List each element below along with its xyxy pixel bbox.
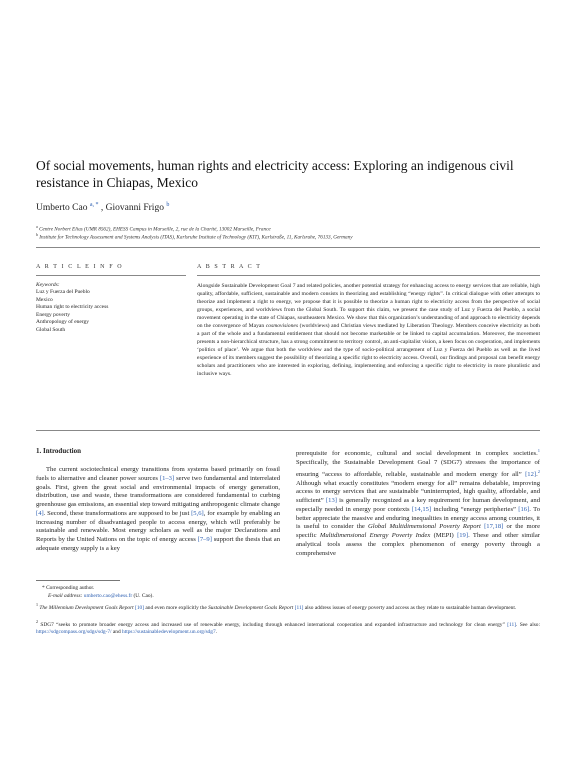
corresponding-note: [42, 585, 546, 592]
citation-link[interactable]: [17,18]: [484, 523, 504, 531]
body-text: (MEPI): [430, 532, 458, 540]
citation-link[interactable]: [12]: [525, 470, 537, 478]
body-text: Specifically, the Sustainable Development Goal 7 (SDG7) stresses the importance of ensuring “access to affordable, reliable, sustainable and modern energy for all”: [296, 458, 540, 478]
affiliation-mark: b: [36, 232, 38, 237]
divider: [36, 275, 186, 276]
abstract-part: Alongside Sustainable Development Goal 7 and related policies, another potential strategy for enhancing access to energy services that are reliable, high quality, affordable, sufficient, sustainable and modern consists in theorizing and establishing “energy rights”. In critical dialogue with other attempts to theorize and implement a right to energy, we propose that it is possible to theorize a human right to electricity access from the perspective of social groups, experiences, and worldviews from the Global South. To support this claim, we present the case study of Luz y Fuerza del Pueblo, a social movement operating in the state of Chiapas, southeastern Mexico. We show that this organization’s understanding of and approach to electricity depends on the convergence of Mayan: [197, 283, 540, 329]
author-marks[interactable]: a, *: [89, 202, 99, 208]
keyword: Mexico: [36, 296, 53, 303]
footnote-text: Corresponding author.: [46, 585, 95, 591]
citation-link[interactable]: [13]: [325, 497, 337, 505]
footnote-italic: The Millennium Development Goals Report: [39, 604, 134, 611]
footnote-text: . See also:: [516, 621, 540, 628]
footnote-2: [36, 618, 540, 637]
footnote-divider: [36, 580, 120, 581]
body-text: . Second, these transformations are supposed to be just: [43, 509, 192, 517]
footnote-1: [36, 601, 540, 612]
citation-link[interactable]: [16]: [518, 505, 530, 513]
article-title: Of social movements, human rights and electricity access: Exploring an indigenous civil resistance in Chiapas, Mexico: [36, 158, 514, 190]
citation-link[interactable]: [5,6]: [191, 509, 204, 517]
divider: [36, 430, 540, 431]
citation-link[interactable]: [10]: [135, 604, 145, 611]
body-text: serve two fundamental and interrelated goals. First, given the great social and environmental impacts of energy generation, distribution, use and waste, these transformations are considered fundamental to curbing greenhouse gas emissions, an essential step toward mitigating anthropogenic climate change: [36, 474, 280, 508]
footnote-italic: Sustainable Development Goals Report: [208, 604, 294, 611]
url-link[interactable]: https://sdgcompass.org/sdgs/sdg-7/: [36, 629, 112, 636]
author-marks[interactable]: b: [166, 202, 170, 208]
citation-link[interactable]: [4]: [36, 509, 44, 517]
body-text: is generally recognized as a key requirement for human development, and especially needed in energy poor contexts: [296, 497, 541, 513]
body-text: . To better appreciate the massive and enduring inequalities in energy access among countries, it is useful to consider the: [296, 505, 541, 531]
article-info-heading: A R T I C L E I N F O: [36, 264, 124, 270]
body-text: including “energy peripheries”: [431, 505, 519, 513]
affiliation-mark: a: [36, 224, 38, 229]
body-column-right: prerequisite for economic, cultural and social development in complex societies.$^1$ Specifically, the Sustainable Development Goal 7 (SDG7) stresses the importance of ensuring “access to affordable, reliable, sustainable and modern energy for all” [12].$^2$ Although what exactly constitutes “modern energy for all” remains debatable, improving access to energy services that are sustainable “uninterrupted, high quality, affordable, and sufficient” [13] is generally recognized as a key requirement for human development, and especially needed in energy poor contexts [14,15] including “energy peripheries” [16]. To better appreciate the massive and enduring inequalities in energy access among countries, it is useful to consider the Global Multidimensional Poverty Report [17,18] or the more specific Multidimensional Energy Poverty Index (MEPI) [19]. These and other similar analytical tools assess the complex phenomenon of energy poverty through a comprehensive: [296, 448, 541, 557]
footnote-text: and even more explicitly the: [144, 604, 209, 611]
body-italic: Multidimensional Energy Poverty Index: [319, 532, 431, 540]
body-text: , for example by enabling an increasing number of disadvantaged people to access energy, which will preferably be sustainable and renewable. Most energy scholars as well as the major Declarations and Reports by the United Nations on the topic of energy access: [36, 509, 280, 543]
keywords-list: [36, 289, 108, 335]
footnote-ref[interactable]: 1: [537, 448, 540, 453]
affiliation-text: Centre Norbert Elias (UMR 8562), EHESS Campus in Marseille, 2, rue de la Charité, 13002 Marseille, France: [39, 226, 271, 233]
body-text: support the thesis that an adequate energy supply is a key: [36, 536, 280, 552]
author-name: Umberto Cao: [36, 203, 88, 214]
body-text: The current sociotechnical energy transitions from systems based primarily on fossil fuels to alternative and cleaner power sources: [36, 466, 280, 482]
footnote-ref[interactable]: 2: [537, 468, 540, 474]
divider: [36, 247, 540, 248]
email-label: E-mail address:: [48, 593, 83, 599]
abstract-part: (worldviews) and Christian views mediated by Liberation Theology. Members conceive electricity as both a part of the whole and a fundamental entitlement that should not become marketable or be linked to capital accumulation. Moreover, the movement presents a non-hierarchical structure, has a strong commitment to territory control, an anti-capitalist vision, a keen focus on cooperation, and implements ‘politics of place’. We argue that both the worldview and the type of socio-political arrangement of Luz y Fuerza del Pueblo as well as the lived experience of its members suggest the possibility of theorizing a specific right to electricity access. Overall, our findings and proposal can benefit energy scholars and practitioners who are interested in exploring, defining, implementing and enforcing a specific right to electricity in more pluralistic and inclusive ways.: [197, 323, 540, 377]
body-text: . These and other similar analytical tools assess the complex phenomenon of energy poverty through a comprehensive: [296, 532, 540, 557]
footnote-text: (U. Cao).: [133, 593, 154, 599]
footnote-text: also address issues of energy poverty and access as they relate to sustainable human development.: [303, 604, 517, 611]
divider: [197, 275, 540, 276]
citation-link[interactable]: [1–3]: [159, 474, 175, 482]
keyword: Energy poverty: [36, 311, 70, 318]
body-italic: Global Multidimensional Poverty Report: [368, 523, 481, 531]
email-link[interactable]: umberto.cao@ehess.fr: [83, 593, 133, 599]
citation-link[interactable]: [14,15]: [411, 505, 432, 513]
section-heading: 1. Introduction: [36, 447, 81, 455]
footnote-mark: 2: [36, 619, 38, 624]
keyword: Human right to electricity access: [36, 304, 109, 311]
author-line: [36, 202, 169, 213]
body-text: or the more specific: [296, 523, 541, 540]
citation-link[interactable]: [7–9]: [197, 536, 212, 543]
body-text: Although what exactly constitutes “modern energy for all” remains debatable, improving access to energy services that are sustainable “uninterrupted, high quality, affordable, and sufficient”: [296, 479, 540, 505]
keyword: Global South: [36, 326, 66, 333]
author-separator: ,: [98, 203, 106, 214]
abstract-heading: A B S T R A C T: [197, 264, 262, 270]
keywords-label: Keywords:: [36, 282, 60, 288]
body-text: prerequisite for economic, cultural and social development in complex societies.: [296, 450, 538, 458]
citation-link[interactable]: [19]: [457, 532, 469, 540]
url-link[interactable]: https://sustainabledevelopment.un.org/sdg7: [122, 629, 216, 636]
footnote-text: and: [111, 629, 123, 636]
citation-link[interactable]: [11]: [507, 621, 516, 628]
footnote-text: .: [215, 629, 218, 636]
abstract-italic: cosmovisiones: [265, 323, 299, 329]
keyword: Luz y Fuerza del Pueblo: [36, 289, 90, 295]
citation-link[interactable]: [11]: [294, 604, 304, 611]
affiliation-text: Institute for Technology Assessment and Systems Analysis (ITAS), Karlsruhe Institute of Technology (KIT), Karlstraße, 11, Karlsruhe, 76133, Germany: [39, 234, 353, 241]
keyword: Anthropology of energy: [36, 319, 90, 326]
abstract-text: [197, 282, 540, 378]
footnote-mark: *: [42, 585, 45, 591]
body-column-left: [36, 466, 280, 554]
author-name: Giovanni Frigo: [105, 203, 164, 214]
email-note: [48, 593, 552, 600]
affiliation: [36, 232, 353, 241]
footnote-mark: 1: [36, 602, 38, 607]
footnote-text: SDG7 “seeks to promote broader energy access and increased use of renewable energy, including through enhanced international cooperation and expanded infrastructure and technology for clean energy”: [40, 621, 508, 628]
